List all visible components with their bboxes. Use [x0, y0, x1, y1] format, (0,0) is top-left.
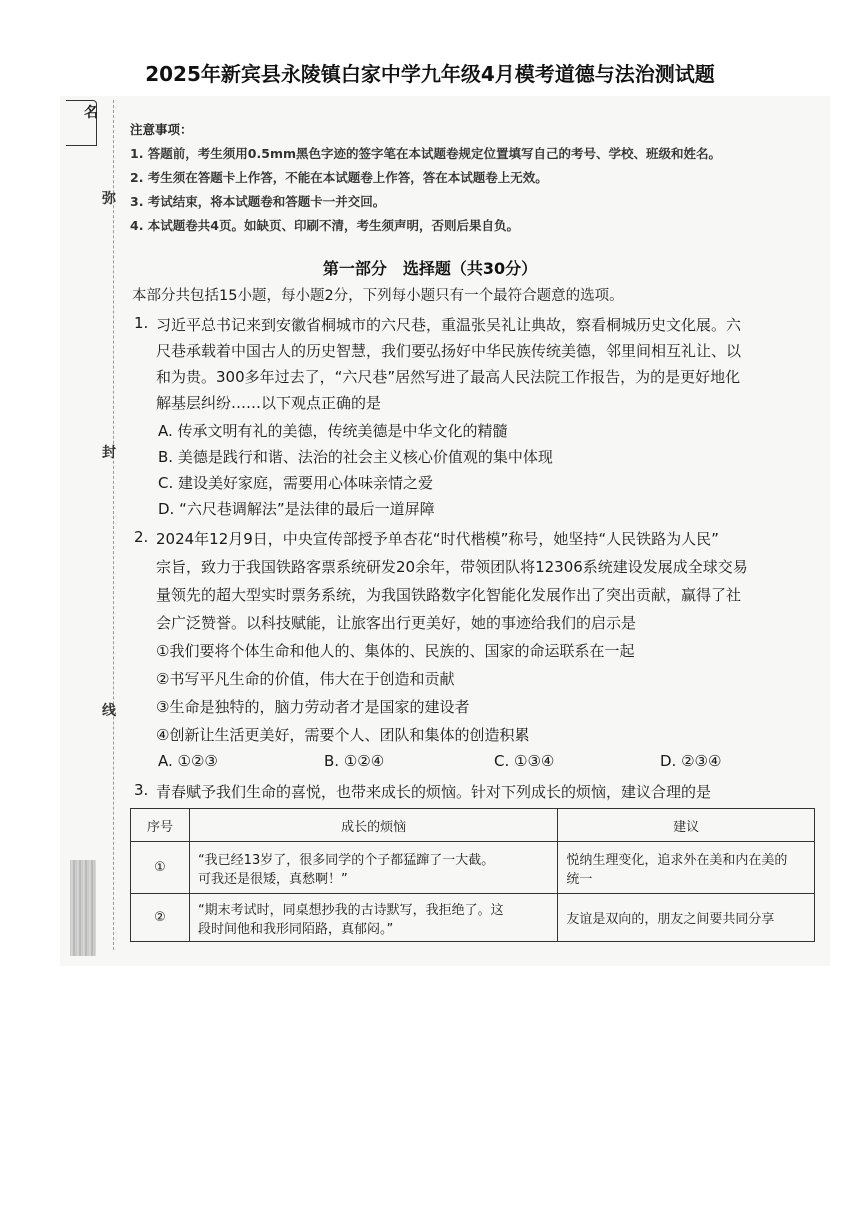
q2-statement-4: ④创新让生活更美好，需要个人、团队和集体的创造积累: [156, 726, 530, 744]
part1-title: 第一部分 选择题（共30分）: [322, 259, 538, 278]
row-number: ①: [131, 842, 190, 894]
advice-line: 统一: [566, 871, 593, 887]
name-label: 名: [84, 105, 98, 121]
note-item: 1. 答题前，考生须用0.5mm黑色字迹的签字笔在本试题卷规定位置填写自己的考号、学校、班级和姓名。: [130, 146, 721, 161]
q2-statement-2: ②书写平凡生命的价值，伟大在于创造和贡献: [156, 670, 455, 688]
notes-heading: 注意事项：: [130, 122, 193, 137]
note-item: 3. 考试结束，将本试题卷和答题卡一并交回。: [130, 194, 386, 209]
advice-cell: [558, 842, 815, 894]
q2-option-b: B. ①②④: [324, 752, 385, 770]
q2-stem-line: 2024年12月9日，中央宣传部授予单杏花“时代楷模”称号，她坚持“人民铁路为人民”: [156, 530, 719, 548]
q2-statement-1: ①我们要将个体生命和他人的、集体的、民族的、国家的命运联系在一起: [156, 642, 635, 660]
q2-option-a: A. ①②③: [158, 752, 218, 770]
advice-line: 友谊是双向的，朋友之间要共同分享: [566, 912, 775, 927]
q1-option-a: A. 传承文明有礼的美德，传统美德是中华文化的精髓: [158, 422, 508, 440]
q2-stem-line: 量领先的超大型实时票务系统，为我国铁路数字化智能化发展作出了突出贡献，赢得了社: [156, 586, 742, 604]
q1-option-d: D. “六尺巷调解法”是法律的最后一道屏障: [158, 500, 435, 518]
q3-stem: 青春赋予我们生命的喜悦，也带来成长的烦恼。针对下列成长的烦恼，建议合理的是: [156, 783, 712, 801]
table-header-row: [131, 809, 815, 842]
advice-cell: [558, 894, 815, 942]
seal-char-xian: 线: [102, 703, 116, 719]
q1-stem-line: 习近平总书记来到安徽省桐城市的六尺巷，重温张吴礼让典故，察看桐城历史文化展。六: [156, 316, 742, 334]
q1-number: 1.: [134, 314, 149, 332]
q2-option-d: D. ②③④: [660, 752, 722, 770]
seal-char-mi: 弥: [102, 191, 116, 207]
part1-intro: 本部分共包括15小题，每小题2分，下列每小题只有一个最符合题意的选项。: [132, 288, 624, 304]
worry-cell: [189, 894, 557, 942]
q2-stem-line: 宗旨，致力于我国铁路客票系统研发20余年，带领团队将12306系统建设发展成全球交易: [156, 558, 748, 576]
worry-line: “期末考试时，同桌想抄我的古诗默写，我拒绝了。这: [197, 902, 504, 918]
table-header-no: 序号: [131, 809, 190, 842]
q2-number: 2.: [134, 528, 149, 546]
worry-line: 可我还是很矮，真愁啊！”: [197, 871, 348, 887]
exam-title: 2025年新宾县永陵镇白家中学九年级4月模考道德与法治测试题: [145, 62, 715, 86]
q1-stem-line: 解基层纠纷……以下观点正确的是: [156, 394, 382, 412]
worry-line: “我已经13岁了，很多同学的个子都猛蹿了一大截。: [197, 852, 495, 868]
q2-statement-3: ③生命是独特的，脑力劳动者才是国家的建设者: [156, 698, 470, 716]
growth-worries-table: [130, 808, 815, 942]
note-item: 4. 本试题卷共4页。如缺页、印刷不清，考生须声明，否则后果自负。: [130, 218, 519, 233]
worry-cell: [189, 842, 557, 894]
advice-line: 悦纳生理变化，追求外在美和内在美的: [566, 852, 788, 868]
worry-line: 段时间他和我形同陌路，真郁闷。”: [197, 921, 394, 937]
row-number: ②: [131, 894, 190, 942]
q2-option-c: C. ①③④: [494, 752, 555, 770]
q2-stem-line: 会广泛赞誉。以科技赋能，让旅客出行更美好，她的事迹给我们的启示是: [156, 614, 637, 632]
table-header-advice: 建议: [558, 809, 815, 842]
binding-dashed-line: [113, 100, 114, 950]
table-header-worry: 成长的烦恼: [189, 809, 557, 842]
table-row: [131, 842, 815, 894]
q1-option-c: C. 建设美好家庭，需要用心体味亲情之爱: [158, 474, 434, 492]
scan-edge-shadow: [70, 860, 96, 956]
table-row: [131, 894, 815, 942]
seal-char-feng: 封: [102, 445, 116, 461]
q1-stem-line: 和为贵。300多年过去了，“六尺巷”居然写进了最高人民法院工作报告，为的是更好地化: [156, 368, 741, 386]
note-item: 2. 考生须在答题卡上作答，不能在本试题卷上作答，答在本试题卷上无效。: [130, 170, 548, 185]
q3-number: 3.: [134, 781, 149, 799]
q1-option-b: B. 美德是践行和谐、法治的社会主义核心价值观的集中体现: [158, 448, 553, 466]
q1-stem-line: 尺巷承载着中国古人的历史智慧，我们要弘扬好中华民族传统美德，邻里间相互礼让、以: [156, 342, 742, 360]
